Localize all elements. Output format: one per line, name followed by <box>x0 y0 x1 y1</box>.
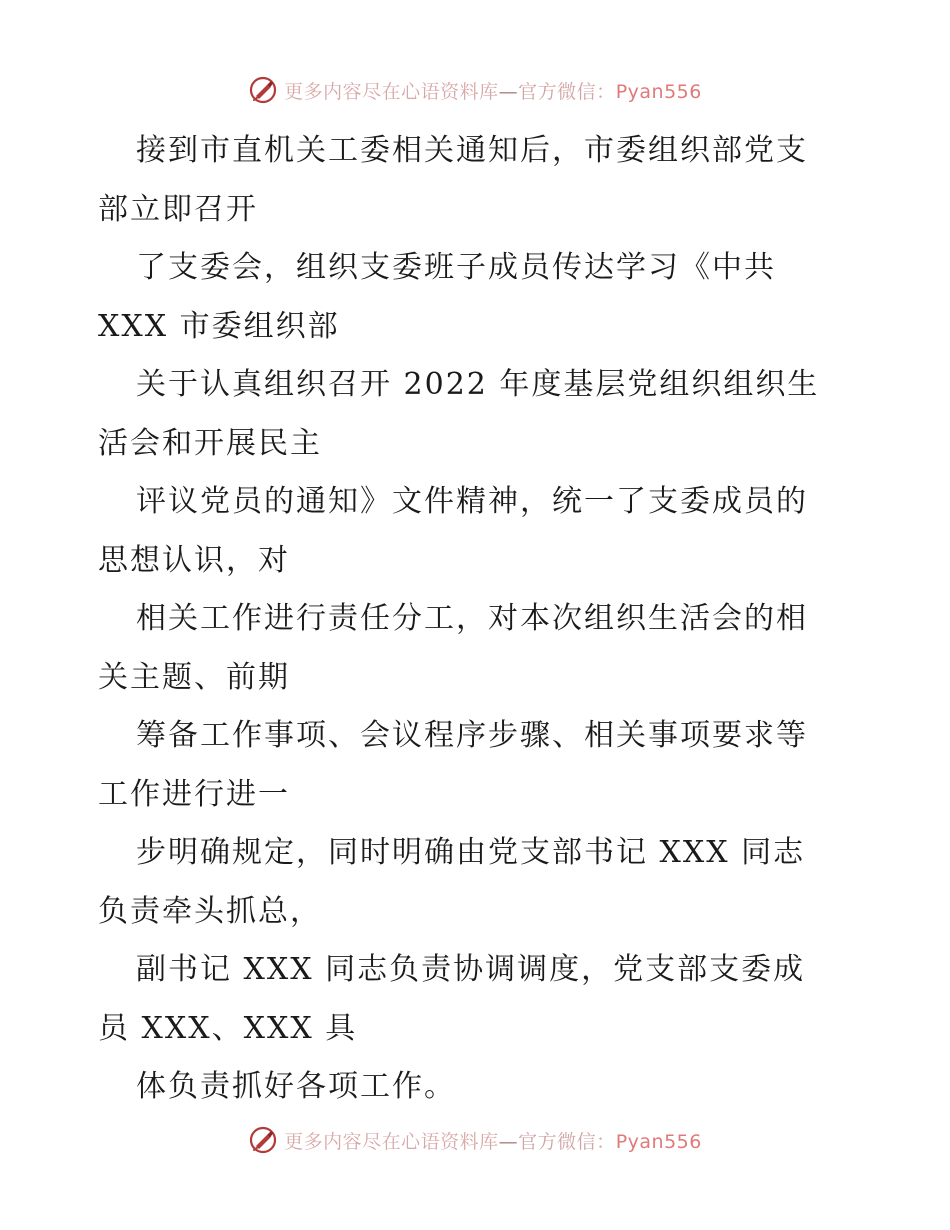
document-body <box>98 122 858 1117</box>
text-line: 员 XXX、XXX 具 <box>98 1010 358 1046</box>
text-line: 部立即召开 <box>98 191 258 227</box>
text-line: 关主题、前期 <box>98 659 290 695</box>
text-line: 工作进行进一 <box>98 776 290 812</box>
text-line: 接到市直机关工委相关通知后，市委组织部党支 <box>136 133 808 168</box>
paragraph-line <box>98 590 858 707</box>
paragraph-line <box>98 824 858 941</box>
text-line: 负责牵头抓总， <box>98 893 322 929</box>
text-line: 相关工作进行责任分工，对本次组织生活会的相 <box>136 601 808 636</box>
pen-logo-icon <box>248 75 278 105</box>
watermark-text: 更多内容尽在心语资料库—官方微信：Pyan556 <box>284 80 702 103</box>
watermark-text: 更多内容尽在心语资料库—官方微信：Pyan556 <box>284 1130 702 1153</box>
text-line: 了支委会，组织支委班子成员传达学习《中共 <box>136 250 776 285</box>
paragraph-line <box>98 239 858 356</box>
pen-logo-icon <box>248 1125 278 1155</box>
text-line: 活会和开展民主 <box>98 425 322 461</box>
paragraph-line <box>98 473 858 590</box>
text-line: 副书记 XXX 同志负责协调调度，党支部支委成 <box>136 952 806 987</box>
paragraph-line <box>98 1058 858 1117</box>
header-watermark <box>0 70 950 110</box>
footer-watermark <box>0 1120 950 1160</box>
paragraph-line <box>98 941 858 1058</box>
text-line: 筹备工作事项、会议程序步骤、相关事项要求等 <box>136 718 808 753</box>
paragraph-line <box>98 122 858 239</box>
text-line: 步明确规定，同时明确由党支部书记 XXX 同志 <box>136 835 806 870</box>
text-line: 关于认真组织召开 2022 年度基层党组织组织生 <box>136 367 820 402</box>
paragraph-line <box>98 356 858 473</box>
paragraph-line <box>98 707 858 824</box>
text-line: 评议党员的通知》文件精神，统一了支委成员的 <box>136 484 808 519</box>
text-line: 思想认识，对 <box>98 542 290 578</box>
text-line: 体负责抓好各项工作。 <box>136 1069 456 1104</box>
text-line: XXX 市委组织部 <box>98 308 340 344</box>
